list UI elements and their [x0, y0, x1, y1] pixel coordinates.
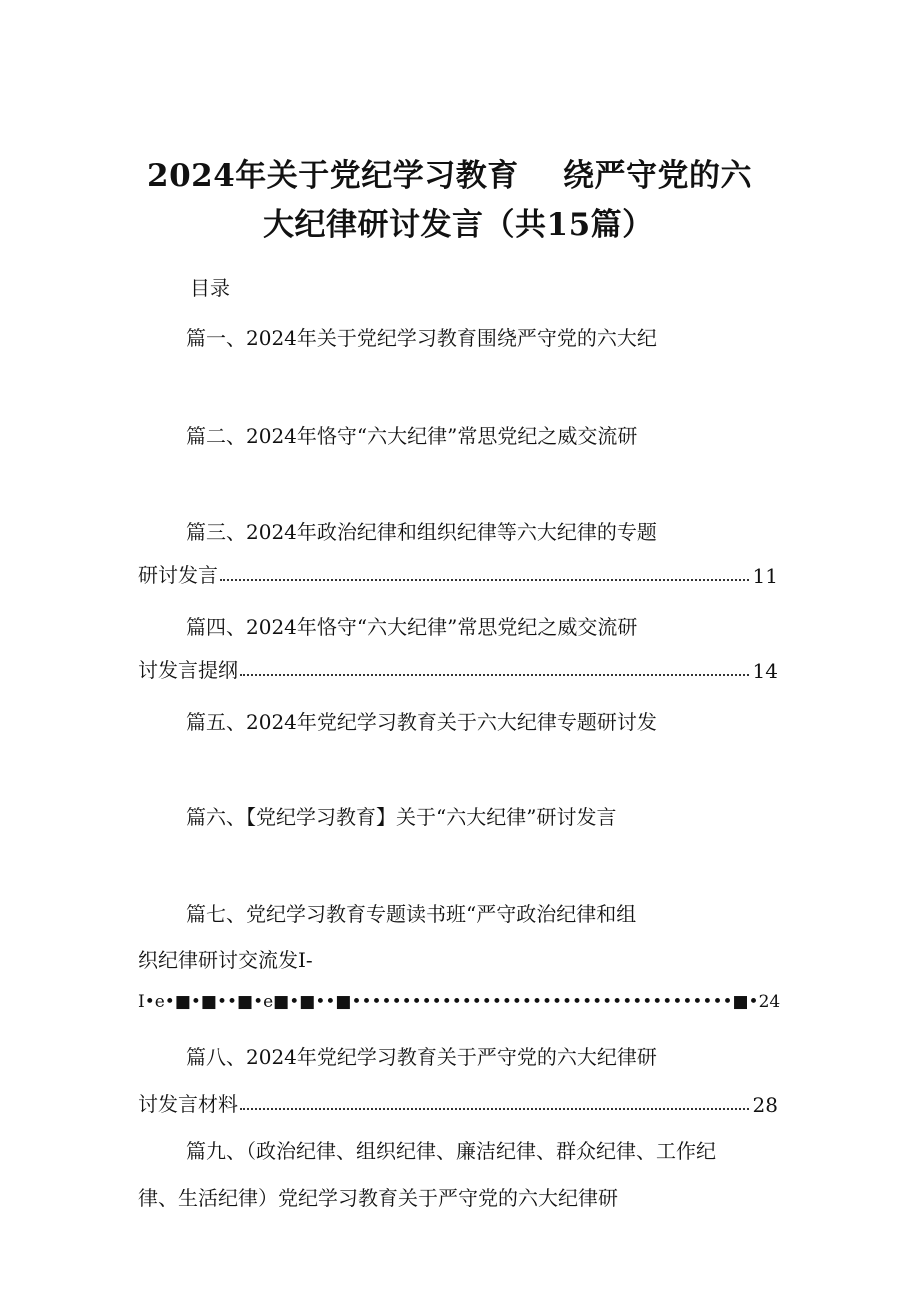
title-line1-part2: 绕严守党的六: [563, 158, 752, 194]
page-number: 14: [752, 659, 778, 683]
title-line1-part1: 2024年关于党纪学习教育: [147, 158, 519, 194]
toc-entry-8[interactable]: 篇八、2024年党纪学习教育关于严守党的六大纪律研: [186, 1045, 657, 1069]
toc-entry-3-continuation[interactable]: [138, 558, 778, 588]
dot-leader: [240, 1108, 749, 1110]
toc-entry-2[interactable]: 篇二、2024年恪守“六大纪律”常思党纪之威交流研: [186, 424, 638, 448]
toc-entry-7[interactable]: 篇七、党纪学习教育专题读书班“严守政治纪律和组: [186, 902, 637, 926]
toc-entry-9-line2[interactable]: 律、生活纪律）党纪学习教育关于严守党的六大纪律研: [138, 1186, 618, 1210]
toc-entry-8-continuation[interactable]: [138, 1087, 778, 1117]
toc-entry-5[interactable]: 篇五、2024年党纪学习教育关于六大纪律专题研讨发: [186, 710, 657, 734]
toc-entry-3[interactable]: 篇三、2024年政治纪律和组织纪律等六大纪律的专题: [186, 520, 657, 544]
page-number: 28: [752, 1093, 778, 1117]
toc-entry-7-line3[interactable]: I•e•■•■••■•e■•■••■••••••••••••••••••••••••••••••••••••••■•24: [138, 992, 781, 1012]
toc-entry-9[interactable]: 篇九、（政治纪律、组织纪律、廉洁纪律、群众纪律、工作纪: [186, 1139, 716, 1163]
toc-entry-6[interactable]: 篇六、【党纪学习教育】关于“六大纪律”研讨发言: [186, 805, 617, 829]
toc-entry-4[interactable]: 篇四、2024年恪守“六大纪律”常思党纪之威交流研: [186, 615, 638, 639]
dot-leader: [220, 579, 749, 581]
toc-entry-8-line2: 讨发言材料: [138, 1092, 238, 1116]
page-number: 11: [752, 564, 778, 588]
toc-entry-3-line2: 研讨发言: [138, 563, 218, 587]
toc-entry-7-line2[interactable]: 织纪律研讨交流发I-: [138, 948, 313, 972]
toc-heading: 目录: [190, 276, 230, 300]
toc-entry-4-line2: 讨发言提纲: [138, 658, 238, 682]
title-line2: 大纪律研讨发言（共15篇）: [263, 207, 654, 243]
toc-entry-4-continuation[interactable]: [138, 653, 778, 683]
toc-entry-1[interactable]: 篇一、2024年关于党纪学习教育围绕严守党的六大纪: [186, 326, 657, 350]
dot-leader: [240, 674, 749, 676]
